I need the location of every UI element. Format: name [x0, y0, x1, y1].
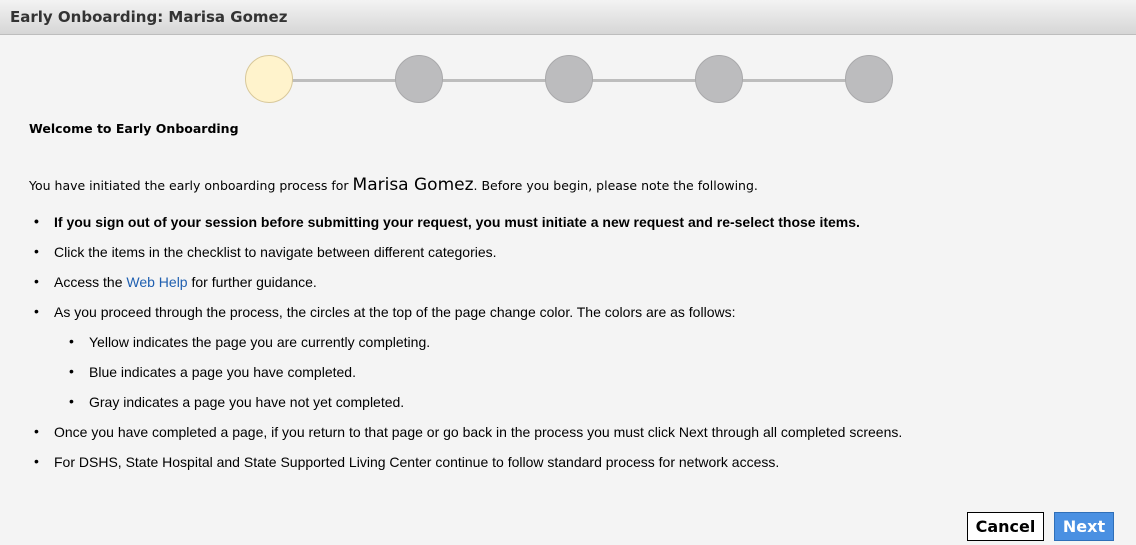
- intro-suffix: . Before you begin, please note the following.: [473, 178, 758, 193]
- bullet-glyph: •: [34, 423, 39, 439]
- list-item: [34, 243, 497, 260]
- bullet-glyph: •: [69, 363, 74, 379]
- list-item-text: For DSHS, State Hospital and State Supported Living Center continue to follow standard process for network access.: [54, 454, 780, 470]
- step-connector: [442, 79, 546, 82]
- window-title: Early Onboarding: Marisa Gomez: [10, 8, 288, 26]
- list-item-text: As you proceed through the process, the circles at the top of the page change color. The colors are as follows:: [54, 304, 736, 320]
- step-connector: [742, 79, 846, 82]
- list-item: [69, 363, 356, 380]
- list-item-text: Yellow indicates the page you are currently completing.: [89, 334, 431, 350]
- list-item: [69, 333, 431, 350]
- list-item: [34, 303, 736, 320]
- step-circle-1: [245, 55, 293, 103]
- list-item-text: Blue indicates a page you have completed.: [89, 364, 356, 380]
- list-item-text: Gray indicates a page you have not yet completed.: [89, 394, 405, 410]
- employee-name: Marisa Gomez: [352, 175, 474, 195]
- list-item-text: Click the items in the checklist to navigate between different categories.: [54, 244, 497, 260]
- step-circle-3: [545, 55, 593, 103]
- web-help-link[interactable]: Web Help: [126, 274, 188, 290]
- intro-text: [29, 175, 758, 195]
- page-heading: Welcome to Early Onboarding: [29, 121, 239, 136]
- bullet-glyph: •: [34, 453, 39, 469]
- step-connector: [292, 79, 396, 82]
- bullet-glyph: •: [69, 333, 74, 349]
- title-bar: [0, 0, 1136, 35]
- list-item: [34, 273, 317, 290]
- bullet-glyph: •: [69, 393, 74, 409]
- step-circle-2: [395, 55, 443, 103]
- next-button[interactable]: Next: [1054, 512, 1114, 541]
- bullet-glyph: •: [34, 243, 39, 259]
- list-item: [34, 423, 903, 440]
- list-item-text: for further guidance.: [187, 274, 317, 290]
- list-item: [34, 213, 860, 230]
- step-connector: [592, 79, 696, 82]
- bullet-glyph: •: [34, 213, 39, 229]
- cancel-button[interactable]: Cancel: [967, 512, 1044, 541]
- progress-stepper: [0, 55, 1136, 107]
- list-item-text: Once you have completed a page, if you return to that page or go back in the process you must click Next through all completed screens.: [54, 424, 903, 440]
- list-item: [34, 453, 780, 470]
- step-circle-4: [695, 55, 743, 103]
- intro-prefix: You have initiated the early onboarding process for: [29, 178, 353, 193]
- list-item: [69, 393, 405, 410]
- list-item-text: Access the: [54, 274, 127, 290]
- bullet-glyph: •: [34, 303, 39, 319]
- step-circle-5: [845, 55, 893, 103]
- bullet-glyph: •: [34, 273, 39, 289]
- list-item-text: If you sign out of your session before submitting your request, you must initiate a new request and re-select those items.: [54, 214, 860, 230]
